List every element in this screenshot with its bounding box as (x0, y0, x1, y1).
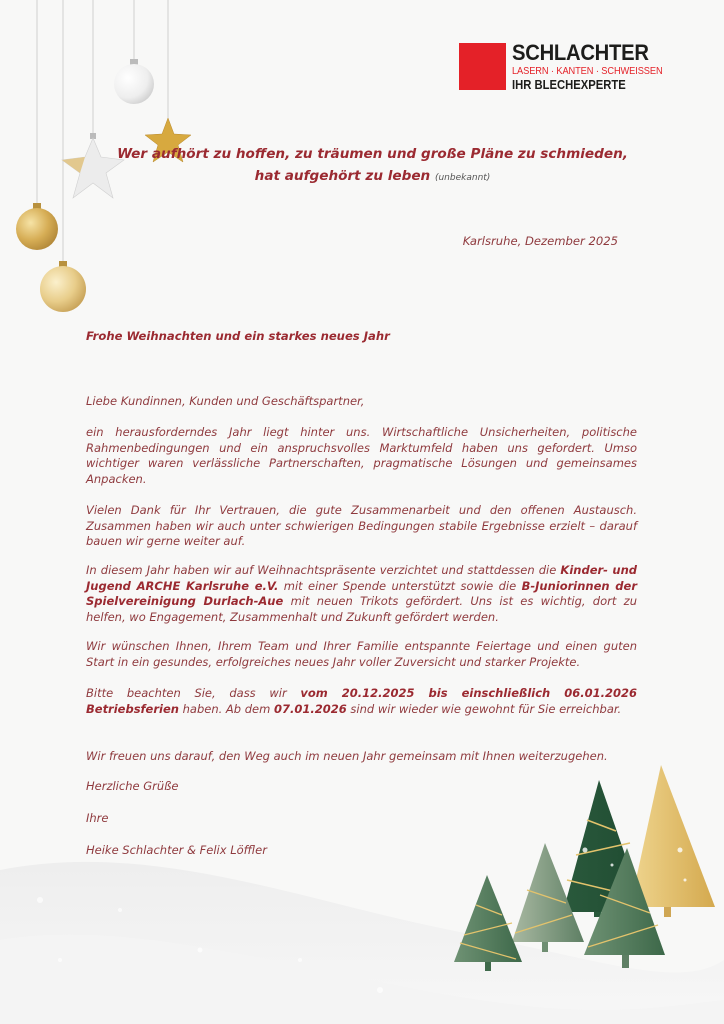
gold-ball-ornament-1 (16, 203, 58, 250)
paragraph-1: ein herausforderndes Jahr liegt hinter uns. Wirtschaftliche Unsicherheiten, politische Rahmenbedingungen und ein anspruchsvolles Marktumfeld haben uns gefordert. Umso wichtiger waren verlässliche Partnerschaften, pragmatische Lösungen und gemeinsames Anpacken. (86, 425, 637, 486)
p3-text-1: In diesem Jahr haben wir auf Weihnachtspräsente verzichtet und stattdessen die (86, 563, 561, 577)
p3-bold-arche: Kinder- und Jugend ARCHE Karlsruhe e.V. (86, 563, 637, 593)
small-green-tree (454, 875, 522, 971)
p5-bold-vacation-dates: vom 20.12.2025 bis einschließlich 06.01.2026 Betriebsferien (86, 686, 637, 716)
logo-subline: IHR BLECHEXPERTE (512, 78, 626, 92)
paragraph-2: Vielen Dank für Ihr Vertrauen, die gute Zusammenarbeit und den offenen Austausch. Zusammen haben wir auch unter schwierigen Bedingungen stabile Ergebnisse erzielt – darauf bauen wir gerne weiter auf. (86, 503, 637, 549)
quote-line-1: Wer aufhört zu hoffen, zu träumen und große Pläne zu schmieden, (117, 146, 628, 162)
p3-bold-juniorinnen: B-Juniorinnen der Spielvereinigung Durlach-Aue (86, 578, 638, 609)
p3-text-2: mit einer Spende unterstützt sowie die (278, 578, 522, 593)
paragraph-4: Wir wünschen Ihnen, Ihrem Team und Ihrer Familie entspannte Feiertage und einen guten Start in ein gesundes, erfolgreiches neues Jahr voller Zuversicht und starker Projekte. (86, 639, 637, 669)
company-logo (459, 40, 663, 93)
quote-author: (unbekannt) (434, 173, 491, 183)
paragraph-3 (86, 563, 637, 625)
logo-company-name: SCHLACHTER (512, 40, 649, 65)
p5-text-2: haben. Ab dem (178, 701, 274, 716)
closing-ihre: Ihre (86, 811, 109, 825)
p5-text-1: Bitte beachten Sie, dass wir (86, 686, 301, 700)
quote-line-2-text: hat aufgehört zu leben (254, 168, 431, 184)
christmas-trees-illustration (440, 755, 724, 985)
p5-bold-return-date: 07.01.2026 (274, 701, 347, 716)
white-ball-ornament (114, 59, 154, 104)
place-date: Karlsruhe, Dezember 2025 (462, 234, 618, 248)
signature: Heike Schlachter & Felix Löffler (86, 843, 267, 857)
closing-greeting: Herzliche Grüße (86, 779, 179, 793)
paragraph-6: Wir freuen uns darauf, den Weg auch im neuen Jahr gemeinsam mit Ihnen weiterzugehen. (86, 749, 608, 763)
p5-text-3: sind wir wieder wie gewohnt für Sie erreichbar. (346, 701, 622, 716)
paragraph-5 (86, 686, 637, 717)
logo-tagline: LASERN · KANTEN · SCHWEISSEN (512, 65, 663, 77)
quote-line-2 (100, 165, 645, 189)
p3-text-3: mit neuen Trikots gefördert. Uns ist es wichtig, dort zu helfen, wo Engagement, Zusammenhalt und Zukunft gefördert werden. (86, 594, 637, 624)
salutation: Liebe Kundinnen, Kunden und Geschäftspartner, (86, 394, 365, 408)
motto-quote (100, 143, 645, 189)
letter-headline: Frohe Weihnachten und ein starkes neues Jahr (86, 329, 390, 343)
logo-red-square (459, 43, 506, 90)
gold-ball-ornament-2 (40, 261, 86, 312)
